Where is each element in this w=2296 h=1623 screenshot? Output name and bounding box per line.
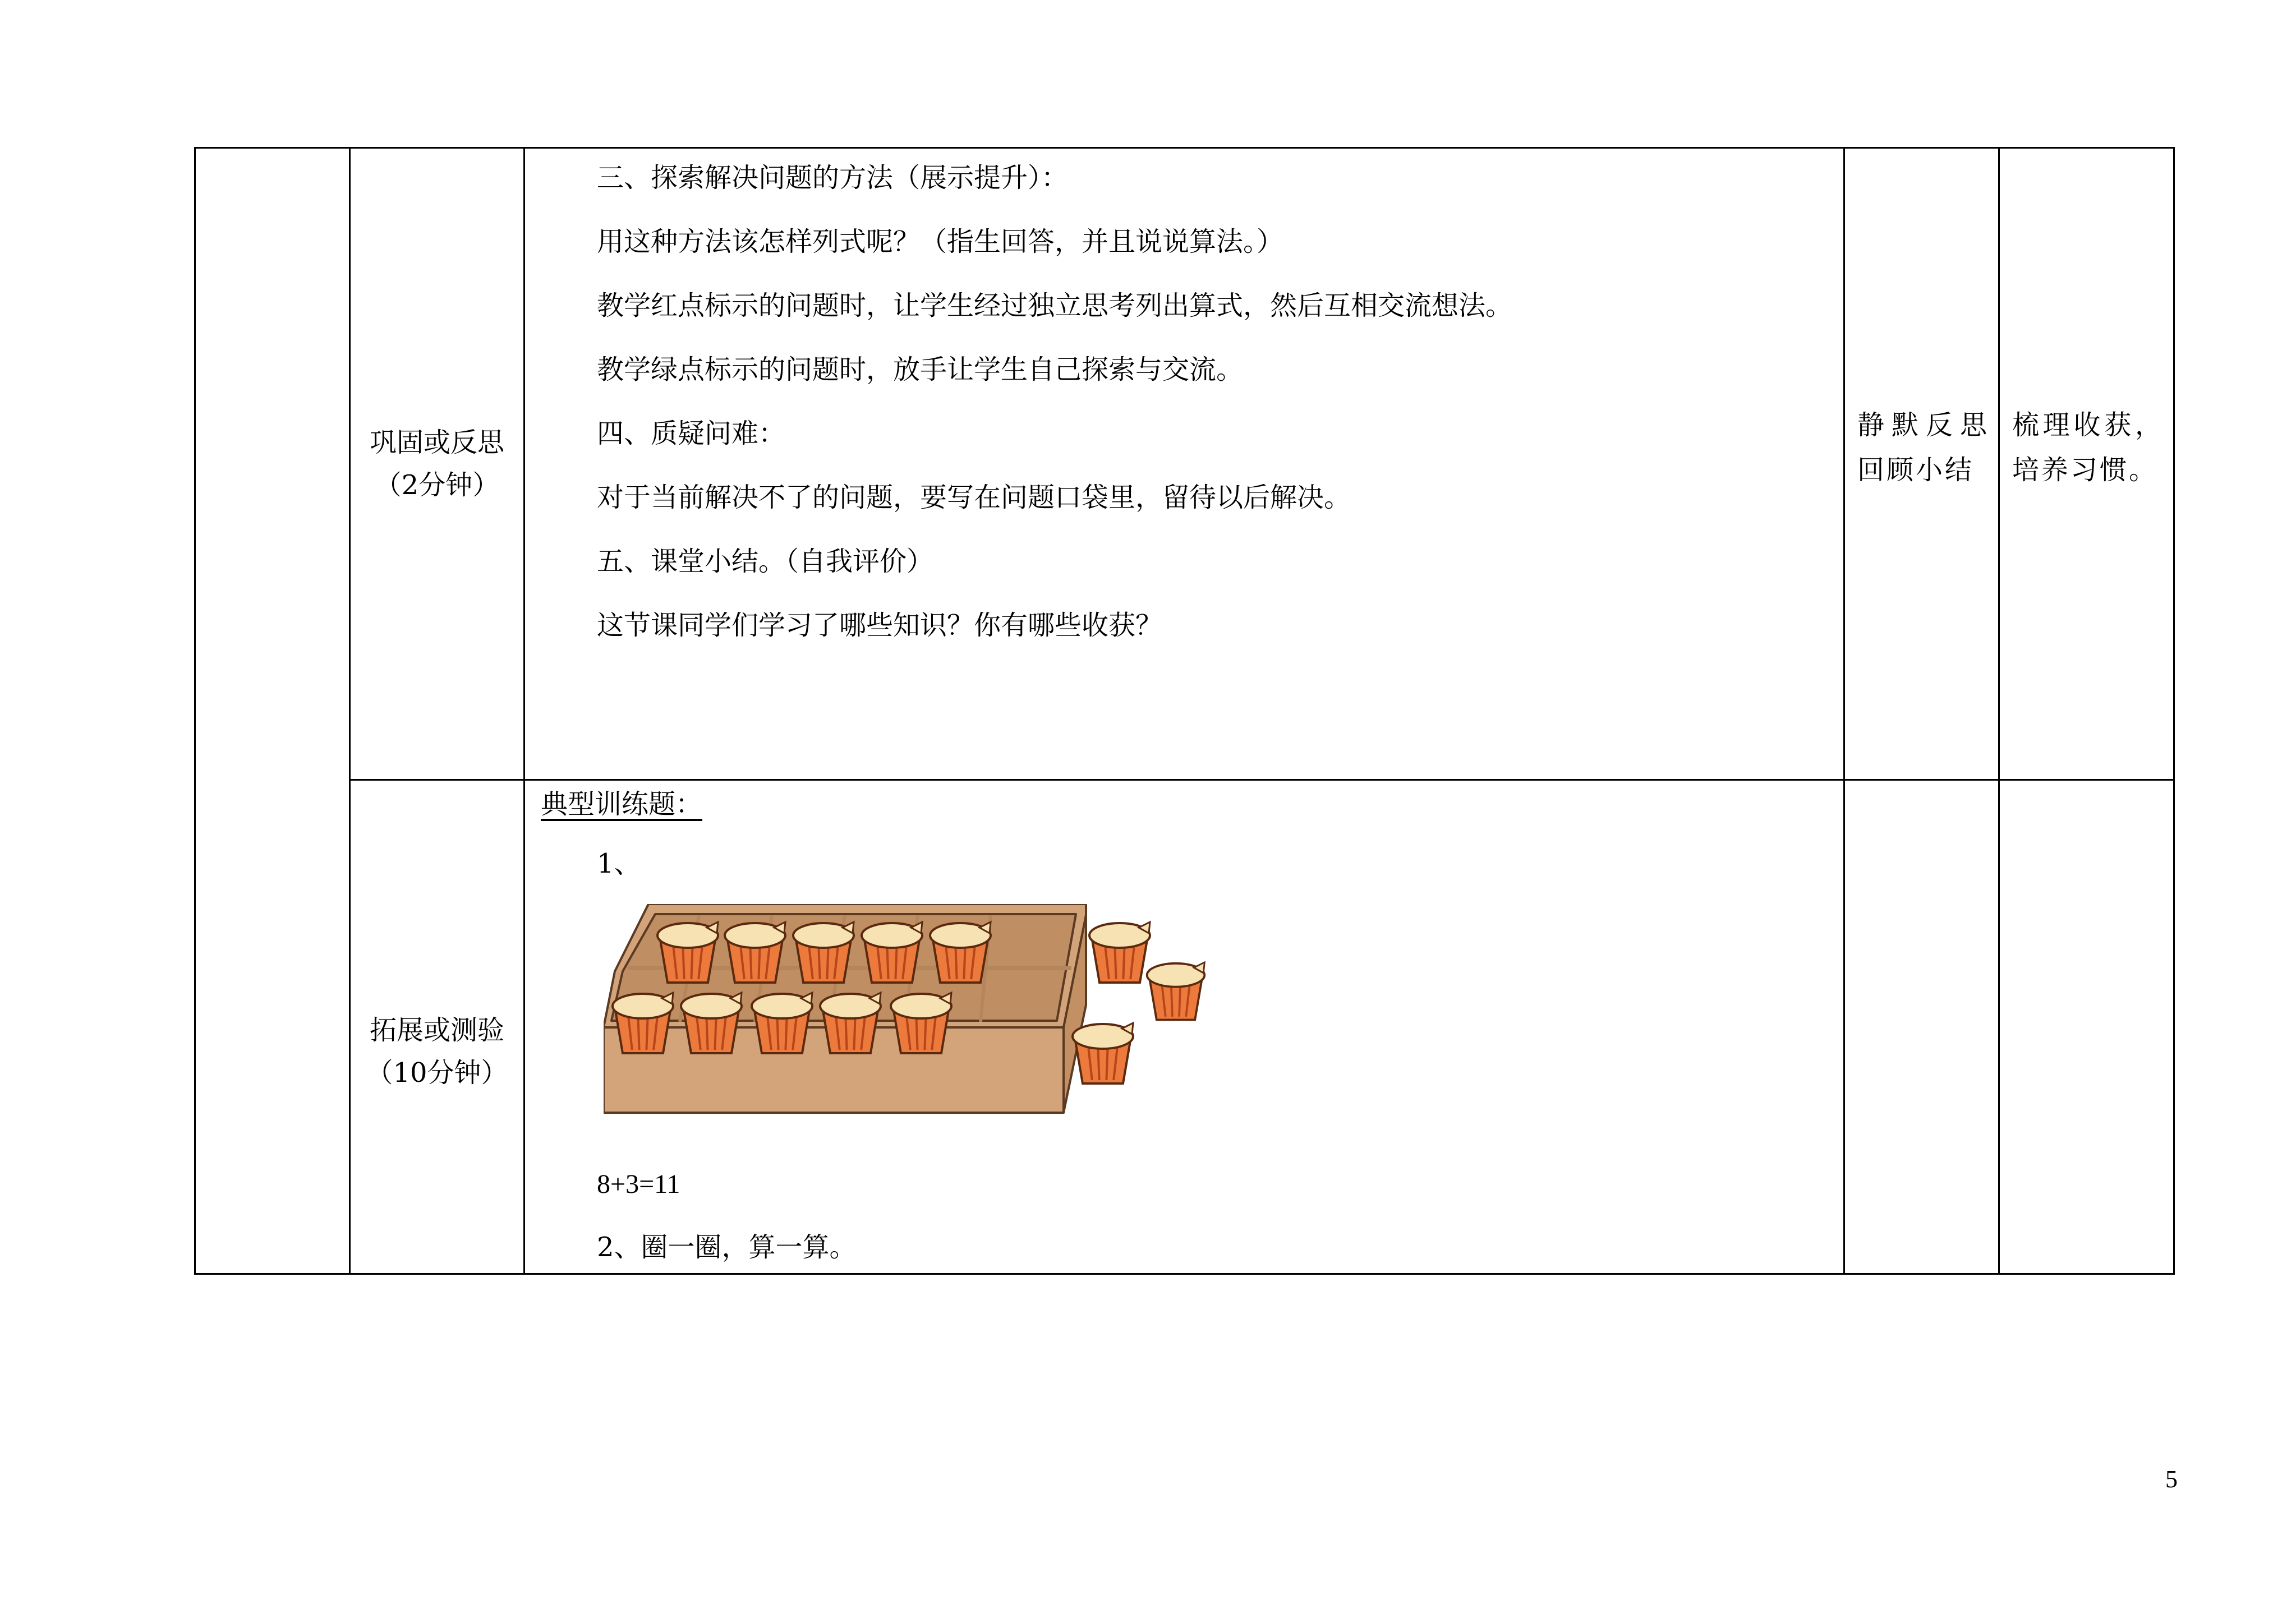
exercise-number: 2、圈一圈，算一算。 [597, 1232, 857, 1263]
tray-of-cups-illustration [604, 904, 1209, 1140]
content-line: 对于当前解决不了的问题，要写在问题口袋里，留待以后解决。 [597, 482, 1351, 513]
content-line: 这节课同学们学习了哪些知识？你有哪些收获？ [597, 610, 1163, 641]
stage-name: 拓展或测验 [369, 1014, 504, 1046]
stage-label [351, 1009, 523, 1094]
stage-time: （2分钟） [374, 469, 500, 501]
cup [657, 922, 718, 983]
student-activity-cell [1844, 780, 1999, 1274]
cup [930, 922, 991, 983]
cup [752, 993, 812, 1053]
stage-name: 巩固或反思 [369, 427, 504, 458]
cup [793, 922, 854, 983]
exercise-number: 1、 [597, 848, 641, 879]
content-cell [524, 780, 1844, 1274]
student-activity-cell [1844, 148, 1999, 780]
stage-cell [350, 148, 524, 780]
cup [891, 993, 951, 1053]
cup [1147, 962, 1205, 1020]
cup [681, 993, 742, 1053]
table-row [195, 780, 2174, 1274]
cup [613, 993, 673, 1053]
design-intent-cell [1999, 780, 2174, 1274]
student-activity-text: 静默反思回顾小结 [1857, 409, 1989, 486]
cup [725, 922, 785, 983]
stage-label [351, 421, 523, 506]
cup [862, 922, 922, 983]
cup [820, 993, 881, 1053]
lesson-plan-table [194, 147, 2175, 1275]
blank-merged-cell [195, 148, 350, 1274]
page-number: 5 [2165, 1465, 2178, 1493]
equation: 8+3=11 [597, 1169, 680, 1199]
content-line: 四、质疑问难： [597, 418, 786, 449]
design-intent-text: 梳理收获，培养习惯。 [2012, 409, 2164, 486]
content-line: 教学红点标示的问题时，让学生经过独立思考列出算式，然后互相交流想法。 [597, 290, 1513, 321]
stage-cell [350, 780, 524, 1274]
content-line: 用这种方法该怎样列式呢？（指生回答，并且说说算法。） [597, 226, 1284, 257]
table-row [195, 148, 2174, 780]
content-line: 三、探索解决问题的方法（展示提升）： [597, 162, 1069, 193]
stage-time: （10分钟） [366, 1057, 508, 1089]
content-line: 教学绿点标示的问题时，放手让学生自己探索与交流。 [597, 354, 1244, 385]
section-heading: 典型训练题： [541, 789, 703, 820]
design-intent-cell [1999, 148, 2174, 780]
cup [1073, 1023, 1133, 1083]
cup [1089, 922, 1150, 983]
content-line: 五、课堂小结。（自我评价） [597, 546, 934, 577]
content-cell [524, 148, 1844, 780]
